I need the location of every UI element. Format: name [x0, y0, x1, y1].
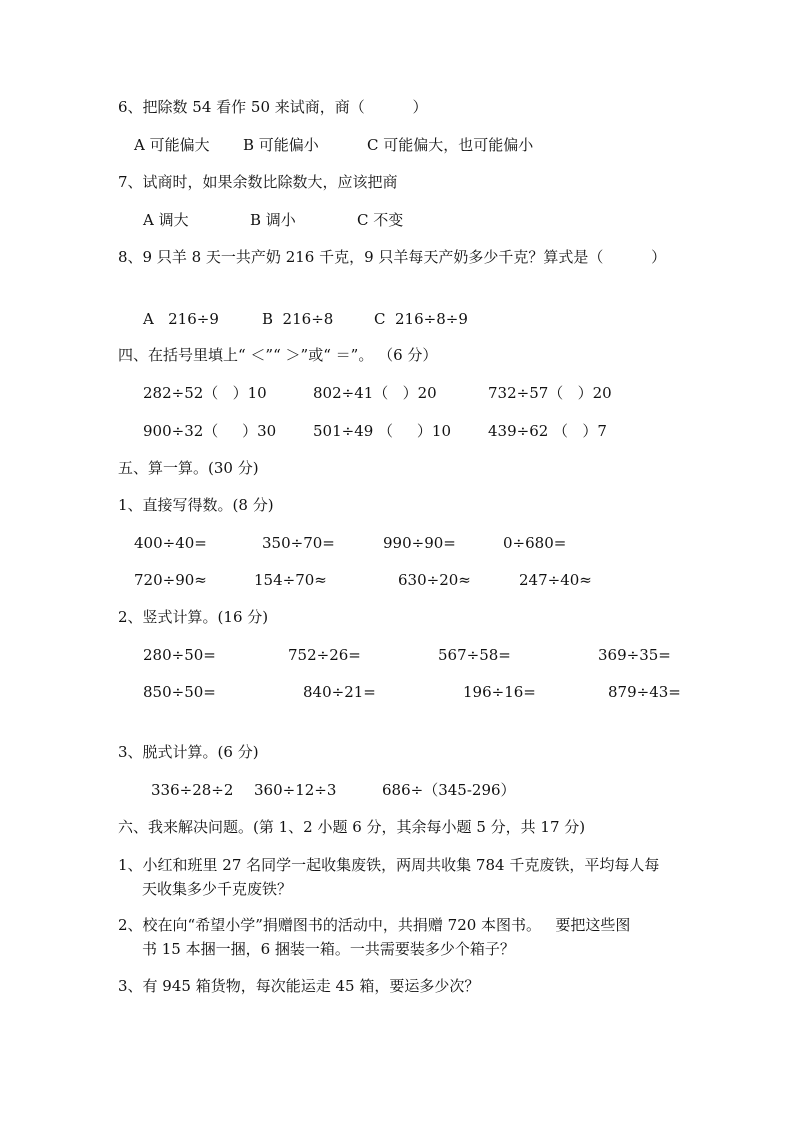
compare-item: 282÷52（ ）10	[143, 384, 267, 402]
calc-item: 686÷（345-296）	[382, 781, 516, 799]
part-3-title: 3、脱式计算。(6 分)	[118, 743, 259, 761]
part-1-title: 1、直接写得数。(8 分)	[118, 496, 274, 514]
calc-item: 369÷35=	[598, 646, 671, 664]
calc-item: 752÷26=	[288, 646, 361, 664]
q8-stem: 8、9 只羊 8 天一共产奶 216 千克，9 只羊每天产奶多少千克？算式是（ ）	[118, 248, 667, 266]
q6-stem: 6、把除数 54 看作 50 来试商，商（ ）	[118, 98, 428, 116]
q7-option-a: A 调大	[143, 211, 189, 229]
calc-item: 850÷50=	[143, 683, 216, 701]
problem-2-line-1: 2、校在向“希望小学”捐赠图书的活动中，共捐赠 720 本图书。 要把这些图	[118, 916, 631, 934]
compare-item: 501÷49 （ ）10	[313, 422, 451, 440]
problem-1-line-1: 1、小红和班里 27 名同学一起收集废铁，两周共收集 784 千克废铁，平均每人每	[118, 856, 660, 874]
section-5-title: 五、算一算。(30 分)	[118, 459, 259, 477]
compare-item: 802÷41（ ）20	[313, 384, 437, 402]
compare-item: 900÷32（ ）30	[143, 422, 277, 440]
calc-item: 360÷12÷3	[254, 781, 337, 799]
calc-item: 400÷40=	[134, 534, 207, 552]
q8-option-c: C 216÷8÷9	[374, 310, 468, 328]
section-4-title: 四、在括号里填上“ ＜”“ ＞”或“ ＝”。 （6 分）	[118, 346, 438, 364]
calc-item: 247÷40≈	[519, 571, 592, 589]
calc-item: 154÷70≈	[254, 571, 327, 589]
problem-2-line-2: 书 15 本捆一捆，6 捆装一箱。一共需要装多少个箱子？	[142, 940, 515, 958]
calc-item: 720÷90≈	[134, 571, 207, 589]
calc-item: 336÷28÷2	[151, 781, 234, 799]
calc-item: 196÷16=	[463, 683, 536, 701]
q6-option-c: C 可能偏大，也可能偏小	[367, 136, 534, 154]
q7-stem: 7、试商时，如果余数比除数大，应该把商	[118, 173, 398, 191]
q7-option-c: C 不变	[357, 211, 404, 229]
q8-option-b: B 216÷8	[262, 310, 334, 328]
calc-item: 0÷680=	[503, 534, 567, 552]
calc-item: 567÷58=	[438, 646, 511, 664]
calc-item: 879÷43=	[608, 683, 681, 701]
calc-item: 630÷20≈	[398, 571, 471, 589]
q8-option-a: A 216÷9	[143, 310, 219, 328]
compare-item: 439÷62 （ ）7	[488, 422, 607, 440]
problem-3: 3、有 945 箱货物，每次能运走 45 箱，要运多少次？	[118, 977, 480, 995]
q6-option-b: B 可能偏小	[243, 136, 319, 154]
calc-item: 280÷50=	[143, 646, 216, 664]
part-2-title: 2、竖式计算。(16 分)	[118, 608, 269, 626]
q7-option-b: B 调小	[250, 211, 296, 229]
q6-option-a: A 可能偏大	[134, 136, 210, 154]
calc-item: 840÷21=	[303, 683, 376, 701]
compare-item: 732÷57（ ）20	[488, 384, 612, 402]
section-6-title: 六、我来解决问题。(第 1、2 小题 6 分，其余每小题 5 分，共 17 分)	[118, 818, 586, 836]
calc-item: 350÷70=	[262, 534, 335, 552]
calc-item: 990÷90=	[383, 534, 456, 552]
problem-1-line-2: 天收集多少千克废铁？	[142, 880, 293, 898]
